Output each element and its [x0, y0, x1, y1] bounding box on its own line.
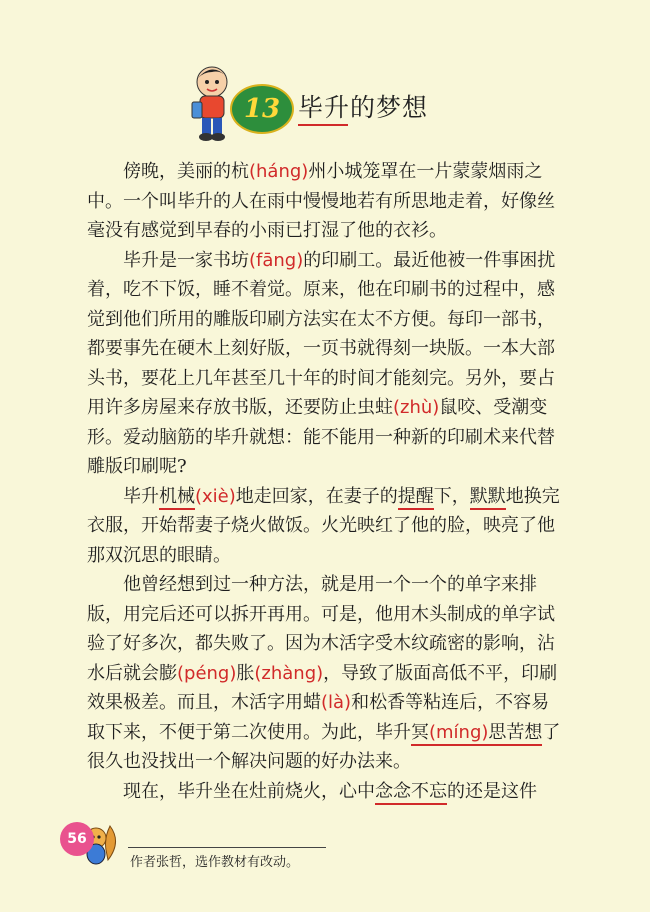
underlined-term: 念念不忘 — [375, 781, 447, 805]
lesson-body-text — [87, 157, 565, 806]
pinyin-annotation: (là) — [321, 692, 352, 713]
text-run: 鼠咬、受潮变形。爱动脑筋的毕升就想：能不能用一种新的印刷术来代替雕版印刷呢? — [87, 397, 555, 477]
paragraph-5 — [87, 777, 565, 807]
underlined-term: 提醒 — [398, 486, 434, 510]
text-run: 现在，毕升坐在灶前烧火，心中 — [123, 780, 375, 802]
text-run: 他曾经想到过一种方法，就是用一个一个的单字来排版，用完后还可以拆开再用。可是，他用木头制成的单字试验了好多次，都失败了。因为木活字受木纹疏密的影响，沾水后就会膨 — [87, 574, 555, 684]
text-run: 傍晚，美丽的杭 — [123, 161, 249, 182]
footnote-divider — [128, 847, 326, 848]
underlined-term: 冥(míng)思苦想 — [411, 722, 542, 746]
paragraph-3 — [87, 482, 565, 571]
text-run: 的还是这件 — [447, 780, 537, 802]
pinyin-annotation: (zhàng) — [254, 662, 324, 684]
text-run: 了很久也没找出一个解决问题的好办法来。 — [87, 721, 561, 772]
text-run: 州小城笼罩在一片蒙蒙烟雨之中。一个叫毕升的人在雨中慢慢地若有所思地走着，好像丝毫没有感觉到早春的小雨已打湿了他的衣衫。 — [87, 161, 555, 241]
lesson-number-badge — [230, 84, 294, 134]
underlined-term: 机械 — [159, 486, 195, 510]
pinyin-annotation: (fāng) — [249, 249, 304, 271]
pinyin-annotation: (péng) — [177, 662, 237, 684]
paragraph-4 — [87, 570, 565, 777]
text-run: ，导致了版面高低不平，印刷效果极差。而且，木活字用蜡 — [87, 662, 558, 713]
pinyin-annotation: (háng) — [249, 161, 309, 182]
pinyin-annotation: (zhù) — [393, 397, 440, 418]
title-underline — [298, 124, 348, 126]
page-number: 56 — [67, 831, 87, 847]
text-run: 地走回家，在妻子的 — [235, 485, 398, 507]
text-run: 毕升是一家书坊 — [123, 249, 249, 271]
lesson-title: 毕升的梦想 — [298, 93, 429, 122]
page-number-badge — [60, 822, 94, 856]
author-footnote: 作者张哲，选作教材有改动。 — [130, 855, 300, 870]
text-run: 胀 — [236, 662, 255, 684]
lesson-number: 13 — [243, 94, 281, 124]
pinyin-annotation: (xiè) — [195, 485, 236, 507]
paragraph-2 — [87, 246, 565, 482]
text-run: 的印刷工。最近他被一件事困扰着，吃不下饭，睡不着觉。原来，他在印刷书的过程中，感觉到他们所用的雕版印刷方法实在太不方便。每印一部书，都要事先在硬木上刻好版，一页书就得刻一块版。一本大部头书，要花上几年甚至几十年的时间才能刻完。另外，要占用许多房屋来存放书版，还要防止虫蛀 — [87, 249, 556, 418]
text-run: 地换完衣服，开始帮妻子烧火做饭。火光映红了他的脸，映亮了他那双沉思的眼睛。 — [87, 485, 560, 566]
text-run: 毕升 — [123, 485, 159, 507]
text-run: 下， — [433, 485, 470, 507]
text-run: 和松香等粘连后，不容易取下来，不便于第二次使用。为此，毕升 — [87, 692, 550, 743]
underlined-term: 默默 — [470, 486, 506, 510]
paragraph-1 — [87, 157, 565, 246]
